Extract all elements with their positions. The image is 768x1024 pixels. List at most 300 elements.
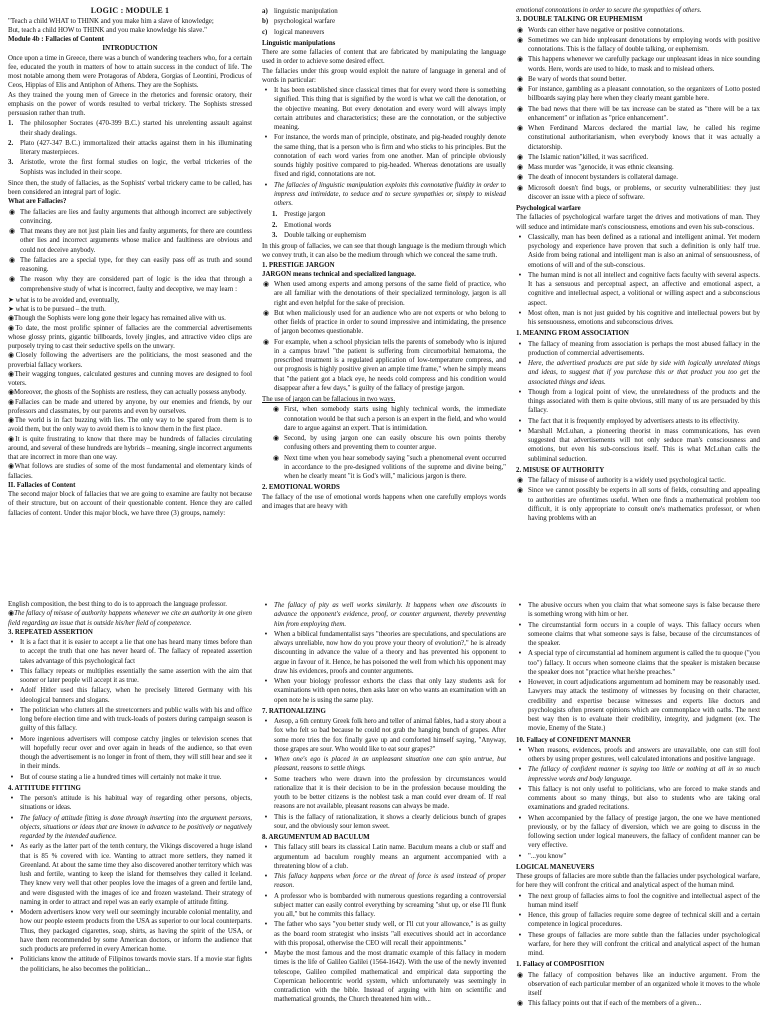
bullet-icon: • [264, 892, 268, 900]
double-talking-text: Sometimes we can hide unpleasant denotations by employing words with positive connotations. This is the fallacy of double talking, or euphemism. [528, 36, 760, 53]
logical-bullet [516, 911, 760, 930]
confident-manner-heading: 10. Fallacy of CONFIDENT MANNER [516, 736, 631, 744]
fallacy-bullet-item [8, 275, 252, 294]
bullet-icon: • [518, 309, 522, 317]
jargon-ways-list [272, 405, 506, 481]
authority-bullet-text: The fallacy of misuse of authority is a widely used psychological tactic. [528, 477, 726, 484]
extra-paragraph [8, 398, 252, 417]
intro-paragraph-2: As they trained the young men of Greece in the rhetorics and forensic oratory, their emphasis on the power of words resulted to verbal trickery. The Sophists stressed persuasion rather than truth. [8, 91, 252, 118]
association-bullet [516, 388, 760, 416]
association-bullet [516, 427, 760, 464]
sophists-list-item [8, 139, 252, 158]
psychological-bullet [516, 271, 760, 308]
confident-bullet-text: This fallacy is not only useful to politicians, who are forced to make stands and comments about so many things, but also to students who are taking oral examinations and graded recitations. [528, 785, 760, 812]
jargon-way-item [272, 405, 506, 433]
repeated-bullet [8, 638, 252, 666]
bullet-icon: ◉ [516, 75, 523, 83]
list-number: 2. [8, 139, 14, 147]
double-talking-bullet [516, 75, 760, 84]
arrow-text: what is to be pursued – the truth. [15, 306, 106, 314]
ad-baculum-bullet-text: This fallacy happens when force or the threat of force is used instead of proper reason. [274, 873, 506, 890]
bullet-icon: • [264, 87, 268, 94]
bullet-icon: • [518, 814, 522, 822]
numbered-item [272, 210, 506, 219]
repeated-bullet-text: The politician who clutters all the streetcorners and public walls with his and office long before election time and with truck-loads of posters during campaign season is guilty of this fallacy. [20, 706, 252, 733]
bullet-icon: • [10, 667, 14, 675]
extra-paragraph [8, 462, 252, 481]
composition-bullet-text: This fallacy points out that if each of the members of a given... [528, 1000, 702, 1008]
linguistic-numbered-list [272, 210, 506, 240]
group-text: logical maneuvers [274, 28, 325, 36]
ad-baculum-bullet-text: This fallacy still bears its classical Latin name. Baculum means a club or staff and argumentum ad baculum roughly means an argument accompanied with a threatening blow of a club. [274, 844, 506, 870]
bullet-icon: • [264, 678, 268, 685]
rationalizing-heading: 7. RATIONALIZING [262, 707, 326, 715]
rationalizing-bullet [262, 755, 506, 774]
bullet-icon: • [264, 950, 268, 957]
bullet-icon: ◉ [516, 174, 523, 182]
psychological-bullet [516, 233, 760, 270]
attitude-bullet [8, 794, 252, 813]
double-talking-bullet [516, 105, 760, 124]
misuse-authority-heading: 2. MISUSE OF AUTHORITY [516, 466, 605, 474]
rationalizing-bullet-text: Some teachers who were drawn into the profession by circumstances would rationalize that it is their decision to be in the profession because moulding the youth to be better citizens is the noblest task a man could ever dream of. If real reasons are not available, pleasant reasons can always be made. [274, 775, 506, 811]
prestige-bullet-text: When used among experts and among persons of the same field of practice, who are all familiar with the denotations of their specialized terminology, jargon is all right and even helpful for the sake of precision. [274, 281, 506, 307]
numbered-item [272, 231, 506, 240]
repeated-bullet [8, 667, 252, 686]
double-talking-text: Words can either have negative or positive connotations. [528, 26, 684, 34]
bullet-icon: • [264, 873, 268, 880]
extra-paragraph [8, 324, 252, 352]
linguistic-bullet [262, 86, 506, 132]
double-talking-text: Be wary of words that sound better. [528, 75, 627, 83]
ad-baculum-bullet [262, 920, 506, 948]
logical-bullet [516, 892, 760, 911]
list-number: 1. [8, 120, 14, 128]
association-bullet-text: Marshall McLuhan, a pioneering theorist in mass communications, has even suggested that advertisements will not only seduce man's consciousness and emotions, but even his sub-conscious itself. This is what McLuhan calls the subliminal seduction. [528, 427, 760, 463]
ad-baculum-bullet [262, 892, 506, 920]
bullet-icon: • [264, 844, 268, 852]
prestige-bullet [262, 280, 506, 308]
right-bottom-bullet [516, 601, 760, 620]
repeated-bullet [8, 773, 252, 782]
repeated-bullet-text: Adolf Hitler used this fallacy, when he precisely littered Germany with his ideological banners and slogans. [20, 687, 252, 704]
bullet-icon: • [264, 775, 268, 783]
emotional-words-heading: 2. EMOTIONAL WORDS [262, 484, 340, 492]
fallacy-bullet-item [8, 227, 252, 255]
bullet-icon: ◉ [516, 105, 523, 113]
jargon-way-text: First, when somebody starts using highly technical words, the immediate connotation would be that such a person is an expert in the field, and who would dare to argue against an expert. That is intimidation. [284, 406, 506, 432]
authority-bullet [516, 486, 760, 523]
bullet-icon: • [10, 795, 14, 802]
ad-baculum-heading: 8. ARGUMENTUM AD BACULUM [262, 834, 370, 841]
bullet-icon: ◉ [516, 125, 523, 132]
bullet-icon: ◉ [8, 315, 15, 323]
repeated-bullet [8, 735, 252, 772]
bullet-icon: • [264, 630, 268, 638]
bullet-icon: ◉ [272, 406, 279, 414]
logical-bullet [516, 931, 760, 959]
double-talking-text: Microsoft doesn't find bugs, or problems, or security vulnerabilities: they just discover an issue with a piece of software. [528, 184, 760, 201]
extra-paragraph-text: It is quite frustrating to know that there may be hundreds of fallacies circulating around, and several of these hundreds are hybrids – meaning, single incorrect arguments that are incorrect in more than one way. [8, 435, 252, 462]
group-text: psychological warfare [274, 18, 336, 26]
bullet-icon: ◉ [8, 389, 15, 397]
repeated-bullet [8, 706, 252, 734]
confident-bullet-text: "...you know" [528, 852, 567, 860]
association-bullet-text: Here, the advertised products are put side by side with logically unrelated things and ideas, to suggest that if you purchase this or that product you too get the associated things and ideas. [528, 360, 760, 386]
double-talking-bullet [516, 55, 760, 74]
rationalizing-bullet [262, 775, 506, 812]
right-bottom-bullet [516, 678, 760, 734]
top-middle-column [262, 6, 506, 592]
bullet-icon: • [518, 388, 522, 396]
prestige-bullet-text: For example, when a school physician tells the parents of somebody who is injured in a campus brawl "the patient is suffering from circumorbital hematoma, the prescribed treatment is a regulated application of low-temperature compress, and our prognosis is highly positive given an ample time frame," when he simply means that "the patient got a black eye, he needs cold compress and his condition would disappear after a few days," is guilty of the fallacy of prestige jargon. [274, 338, 506, 392]
jargon-way-item [272, 434, 506, 453]
bullet-icon: • [518, 360, 522, 367]
double-talking-bullet [516, 85, 760, 104]
fallacy-bullet-item [8, 208, 252, 227]
psychological-warfare-heading: Psychological warfare [516, 205, 581, 212]
bullet-icon: ◉ [8, 276, 15, 284]
attitude-bullet [8, 842, 252, 907]
association-bullet-text: The fallacy of meaning from association is perhaps the most abused fallacy in the production of commercial advertisements. [528, 340, 760, 357]
group-text: linguistic manipulation [274, 8, 338, 15]
middle-bottom-bullet-text: The fallacy of pity as well works similarly. It happens when one discounts in advance the opponent's evidence, proof, or counter argument, thereby preventing him from employing them. [274, 602, 506, 628]
groups-list [262, 7, 506, 37]
rationalizing-bullet [262, 813, 506, 832]
linguistic-bullet-text: It has been established since classical times that for every word there is something signified. This thing that is signified by the word is what we call the denotation, or the objective meaning. But every denotation and every word will always imply certain attributes and characteristics; these are the connotation, or the subjective meaning. [274, 87, 506, 131]
extra-paragraph [8, 370, 252, 389]
attitude-bullet [8, 908, 252, 954]
confident-bullet [516, 785, 760, 813]
top-right-column [516, 6, 760, 592]
group-marker: c) [262, 28, 268, 36]
bullet-icon: • [264, 813, 268, 821]
linguistic-paragraph-1: There are some fallacies of content that are fabricated by manipulating the language used in order to achieve some desired effect. [262, 49, 506, 66]
bullet-icon: • [10, 706, 14, 714]
bullet-icon: • [518, 621, 522, 629]
confident-bullet [516, 746, 760, 765]
composition-bullet [516, 999, 760, 1008]
rationalizing-bullet-text: When one's ego is placed in an unpleasant situation one can spin untrue, but pleasant, reasons to settle things. [274, 756, 506, 773]
double-talking-bullet [516, 184, 760, 203]
group-item [262, 17, 506, 26]
extra-paragraphs [8, 314, 252, 481]
double-talking-text: When Ferdinand Marcos declared the martial law, he called his regime constitutional authoritarianism, when everybody knows that it was actually a dictatorship. [528, 125, 760, 151]
bullet-icon: ◉ [516, 164, 523, 171]
rationalizing-bullet [262, 717, 506, 754]
bullet-icon: ◉ [8, 352, 16, 360]
logical-bullet-text: Hence, this group of fallacies require some degree of technical skill and a certain competence in logical procedures. [528, 912, 760, 929]
item-number: 1. [272, 211, 278, 219]
bullet-icon: • [518, 233, 522, 241]
bullet-icon: • [10, 909, 14, 916]
ad-baculum-bullets [262, 843, 506, 1004]
bullet-icon: • [10, 735, 14, 743]
rationalizing-bullet-text: Aesop, a 6th century Greek folk hero and teller of animal fables, had a story about a fox who felt so bad because he could not grab the hanging bunch of grapes. After some more tries the fox finally gave up and comforted himself saying, "Anyway, those grapes are sour. Who would like to eat sour grapes?" [274, 718, 506, 753]
attitude-fitting-heading: 4. ATTITUDE FITTING [8, 784, 81, 792]
psychological-bullet-text: The human mind is not all intellect and cognitive facts faculty with several aspects. It has a sensuous and perceptual aspect, an affective and emotional aspect, a cognitive and intellectual aspect, a volitional or willing aspect and a subconscious aspect. [528, 271, 760, 307]
logical-bullets [516, 892, 760, 959]
logical-maneuvers-heading: LOGICAL MANEUVERS [516, 863, 595, 871]
bullet-icon: ◉ [8, 435, 16, 443]
opening-quote-line-1: "Teach a child WHAT to THINK and you make him a slave of knowledge; [8, 17, 214, 25]
numbered-text: Prestige jargon [284, 211, 326, 219]
bullet-icon: ◉ [272, 454, 279, 462]
bullet-icon: ◉ [8, 463, 15, 471]
top-columns [8, 6, 760, 592]
bullet-icon: • [518, 892, 522, 900]
logical-bullet-text: These groups of fallacies are more subtle than the fallacies under psychological warfare, for here they will confront the critical and analytical aspect of the human mind. [528, 931, 760, 957]
logical-bullet-text: The next group of fallacies aims to fool the cognitive and intellectual aspect of the human mind itself [528, 892, 760, 909]
bullet-icon: • [10, 814, 14, 822]
ad-baculum-bullet [262, 872, 506, 891]
bullet-icon: ◉ [516, 86, 523, 93]
item-number: 3. [272, 231, 278, 239]
authority-bullets [516, 476, 760, 523]
linguistic-manipulations-heading: Linguistic manipulations [262, 39, 336, 47]
bullet-icon: ◉ [8, 228, 15, 236]
middle-bottom-bullet-text: When your biology professor exhorts the class that only lazy students ask for examinations with open notes, then asks later on who wants an examination with an open note he is using the same play. [274, 678, 506, 704]
extra-paragraph [8, 351, 252, 370]
right-bottom-bullet [516, 621, 760, 649]
prestige-bullet-text: But when maliciously used for an audience who are not experts or who belong to other fields of practice in order to sound impressive and intimidating, the presence of jargon becomes questionable. [274, 309, 506, 336]
sophists-list [8, 119, 252, 177]
arrow-item: ➤ what is to be avoided and, eventually, [8, 296, 120, 304]
double-talking-text: For instance, gambling as a pleasant connotation, so the organizers of Lotto posted billboards saying play here when they clearly meant gamble here. [528, 86, 760, 103]
bullet-icon: • [518, 785, 522, 793]
double-talking-bullet [516, 124, 760, 152]
linguistic-bullet-text: The fallacies of linguistic manipulation exploits this connotative fluidity in order to impress and intimidate, to seduce and to secure sympathies or, simply to mislead others. [274, 181, 506, 207]
association-bullets [516, 340, 760, 464]
attitude-bullet-text: The fallacy of attitude fitting is done through inserting into the argument persons, objects, situations or ideas that are known in advance to be positively or negatively regarded by the intended audience. [20, 814, 252, 840]
module-title: LOGIC : MODULE 1 [90, 6, 170, 15]
meaning-from-association-heading: 1. MEANING FROM ASSOCIATION [516, 330, 629, 338]
confident-bullet [516, 852, 760, 861]
bullet-icon: • [518, 271, 522, 279]
right-bottom-bullet [516, 649, 760, 677]
attitude-bullet [8, 955, 252, 974]
since-paragraph: Since then, the study of fallacies, as the Sophists' verbal trickery came to be called, has been considered an integral part of logic. [8, 179, 252, 197]
attitude-bullet-text: Politicians know the attitude of Filipinos towards movie stars. If a movie star fights the politicians, he also becomes the politician... [20, 956, 252, 973]
intro-paragraph-1: Once upon a time in Greece, there was a bunch of wandering teachers who, for a certain fee, educated the youth in matters of how to attain success in the conduct of life. The most notable among them were Protagoras of Abdera, Gorgias of Leontini, Prodicus of Ceos, Hippias of Elis and Antiphon of Athens. They are the Sophists. [8, 54, 252, 90]
module-subtitle: Module 4b : Fallacies of Content [8, 36, 104, 44]
bullet-icon: ◉ [516, 971, 523, 979]
bullet-icon: ◉ [8, 256, 15, 264]
bullet-icon: • [264, 756, 268, 763]
repeated-bullet-text: This fallacy repeats or multiplies essentially the same assertion with the aim that sooner or later people will accept it as true. [20, 667, 252, 684]
confident-bullet [516, 814, 760, 851]
linguistic-paragraph-2: The fallacies under this group would exploit the nature of language in general and of words in particular: [262, 67, 506, 84]
extra-paragraph [8, 388, 252, 397]
extra-paragraph-text: To date, the most prolific spinner of fallacies are the commercial advertisements whose glossy prints, gigantic billboards, lovely jingles, and attractive video clips are purposely trying to cast their seductive spells on the unwary. [8, 324, 252, 351]
double-talking-bullet [516, 173, 760, 182]
bullet-icon: ◉ [8, 324, 16, 332]
attitude-bullet-text: Modern advertisers know very well our seemingly incurable colonial mentality, and how our people esteem products from the USA as superior to our local counterparts. Thus, they packaged cigarettes, soap, shirts, as having the spirit of the USA, or have them recommended by some American doctors, or inform the audience that such products are preferred in every American home. [20, 909, 252, 953]
double-talking-text: The death of innocent bystanders is collateral damage. [528, 174, 679, 182]
repeated-bullets [8, 638, 252, 782]
right-bottom-bullet-text: The circumstantial form occurs in a couple of ways. This fallacy occurs when someone claims that what someone says is false, because of the circumstances of the speaker. [528, 621, 760, 647]
attitude-bullet-text: The person's attitude is his habitual way of regarding other persons, objects, situations or ideas. [20, 795, 252, 812]
double-talking-text: This happens whenever we carefully package our unpleasant ideas in nice sounding words. Here, words are used to hide, to mask and to mislead others. [528, 56, 760, 73]
logical-maneuvers-paragraph: These groups of fallacies are more subtle than the fallacies under psychological warfare, for here they will confront the critical and analytical aspect of the human mind. [516, 873, 760, 890]
confident-bullets [516, 746, 760, 861]
right-bottom-bullet-text: The abusive occurs when you claim that what someone says is false because there is something wrong with him or her. [528, 602, 760, 619]
jargon-ways-heading: The use of jargon can be fallacious in two ways. [262, 396, 396, 403]
extra-paragraph-text: What follows are studies of some of the most fundamental and elementary kinds of fallacies. [8, 463, 252, 480]
group-paragraph: In this group of fallacies, we can see that though language is the medium through which we convey truth, it can also be the medium through which we conceal the same truth. [262, 243, 506, 260]
psychological-bullet-text: Classically, man has been defined as a rational and intelligent animal. Yet modern psychology and experience have proven that such a definition is only half true. Aside from being rational and intelligent man is also an animal of sensuousness, of emotions of will and of the sub-conscious. [528, 233, 760, 269]
bullet-icon: ◉ [516, 36, 523, 44]
prestige-jargon-definition: JARGON means technical and specialized language. [262, 270, 416, 278]
association-bullet-text: The fact that it is frequently employed by advertisers attests to its effectivity. [528, 417, 740, 425]
numbered-text: Emotional words [284, 221, 332, 229]
bullet-icon: • [518, 931, 522, 939]
bullet-icon: • [264, 921, 268, 929]
bottom-left-column [8, 600, 252, 1020]
linguistic-bullet-text: For instance, the words man of principle, obstinate, and pig-headed roughly denote the same thing, that is a person who is firm and who sticks to his principles. But the connotation of each word varies from one another. Man of principle obviously sounds highly positive compared to pig-headed. Whereas denotations are usually fixed and rigid, connotations are not. [274, 134, 506, 179]
right-bottom-bullets [516, 601, 760, 734]
bottom-right-column [516, 600, 760, 1020]
psychological-bullet-text: Most often, man is not just guided by his cognitive and intellectual powers but by his sensuousness, emotions and subconscious drives. [528, 309, 760, 326]
association-bullet [516, 417, 760, 426]
repeated-bullet-text: It is a fact that it is easier to accept a lie that one has heard many times before than to accept the truth that one has never heard of. The fallacy of repeated assertion takes advantage of this psychological fact [20, 639, 252, 665]
psychological-bullet [516, 309, 760, 328]
bullet-icon: ◉ [516, 56, 523, 64]
bullet-icon: • [264, 718, 268, 725]
bullet-icon: • [10, 843, 14, 851]
ad-baculum-bullet-text: A professor who is bombarded with numerous questions regarding a controversial subject matter can easily control everything by screaming "shut up, or else I'll flunk you all," but he commits this fallacy. [274, 892, 506, 918]
linguistic-bullet [262, 133, 506, 179]
bullet-text: The fallacies are lies and faulty arguments that although incorrect are subjectively convincing. [20, 208, 252, 225]
composition-heading: 1. Fallacy of COMPOSITION [516, 961, 605, 969]
group-item [262, 7, 506, 16]
bullet-icon: • [518, 766, 522, 774]
bullet-icon: ◉ [516, 477, 523, 484]
bullet-icon: • [264, 181, 268, 189]
item-number: 2. [272, 221, 278, 229]
bullet-text: That means they are not just plain lies and faulty arguments, for there are countless other lies and incorrect arguments whose malice and faultiness are obvious and could not deceive anybody. [20, 228, 252, 254]
middle-bottom-bullets [262, 601, 506, 705]
bullet-icon: • [10, 639, 14, 646]
double-talking-bullets [516, 26, 760, 203]
bullet-icon: ◉ [516, 153, 523, 161]
bullet-icon: • [518, 912, 522, 919]
middle-bottom-bullet [262, 601, 506, 629]
jargon-way-text: Next time when you hear somebody saying "such a phenomenal event occurred in accordance to the pre-designed volitions of the supreme and divine being," when he clearly meant "it is God's will," malicious jargon is there. [284, 454, 506, 480]
middle-bottom-bullet [262, 677, 506, 705]
bullet-icon: • [518, 650, 522, 658]
jargon-way-item [272, 454, 506, 482]
psychological-paragraph: The fallacies of psychological warfare target the drives and motivations of man. They will seduce and intimidate man's consciousness, emotions and even his sub-conscious. [516, 214, 760, 231]
bullet-icon: ◉ [516, 26, 523, 34]
misuse-authority-bullet [8, 609, 252, 628]
fallacies-content-paragraph: The second major block of fallacies that we are going to examine are faulty not because of their structure, but on account of their questionable content. Hence they are called fallacies of content. Under this major block, we have three (3) groups, namely: [8, 491, 252, 517]
bullet-icon: • [518, 340, 522, 348]
emotional-paragraph: The fallacy of the use of emotional words happens when one carefully employs words and images that are heavy with [262, 493, 506, 510]
extra-paragraph [8, 416, 252, 435]
fallacies-content-heading: II. Fallacies of Content [8, 481, 76, 489]
bullet-icon: • [264, 134, 268, 142]
bullet-icon: ◉ [262, 281, 269, 288]
right-bottom-bullet-text: A special type of circumstantial ad hominem argument is called the tu quoque ("you too") fallacy. It occurs when someone claims that the speaker is mistaken because the speaker does not "practice what he/she preaches." [528, 650, 760, 676]
attitude-bullet [8, 814, 252, 842]
double-talking-bullet [516, 153, 760, 162]
prestige-bullet [262, 309, 506, 337]
bullet-icon: • [264, 602, 268, 609]
right-bottom-bullet-text: However, in court adjudications argumentum ad hominem may be reasonably used. Lawyers may attack the testimony of witnesses by focusing on their character, credibility and expertise because witnesses and experts like doctors and psychologists often present opinions which are commonplace with oaths. The next best way then is to evaluate their credibility, integrity, and judgment (ex. The movie, Enemy of the State.) [528, 679, 760, 733]
authority-bullet [516, 476, 760, 485]
attitude-bullet-text: As early as the latter part of the tenth century, the Vikings discovered a huge island that is 85 % covered with ice. Wanting to attract more settlers, they named it Greenland. At about the same time they also discovered another territory which was lush and fertile, wanting to keep the island for themselves they called it Iceland. They knew very well that other peoples love the images of a green and fertile land, and were disgusted with the images of ice and frozen wasteland. Their strategy of naming in order to attract and repel was an early example of attitude fitting. [20, 843, 252, 906]
composition-bullet [516, 971, 760, 999]
confident-bullet-text: The fallacy of confident manner is saying too little or nothing at all in so much impressive words and body language. [528, 766, 760, 783]
double-talking-text: The Islamic nation"killed, it was sacrificed. [528, 153, 649, 161]
attitude-bullets [8, 794, 252, 974]
rationalizing-bullet-text: This is the fallacy of rationalization, it shows a clearly delicious bunch of grapes sour, and the obviously sour lemon sweet. [274, 813, 506, 830]
double-talking-bullet [516, 26, 760, 35]
bullet-icon: ◉ [262, 309, 269, 317]
misuse-authority-bullet-text: The fallacy of misuse of authority happens whenever we cite an authority in one given field regarding an issue that is outside his/her field of competence. [8, 610, 252, 627]
prestige-bullet [262, 338, 506, 394]
list-item-text: Plato (427-347 B.C.) immortalized their attacks against them in his illuminating literary masterpieces. [20, 139, 252, 157]
confident-bullet-text: When reasons, evidences, proofs and answers are unavailable, one can still fool others by using proper gestures, well calculated intonations and positive language. [528, 746, 760, 763]
bullet-text: The fallacies are a special type, for they can easily pass off as truth and sound reasoning. [20, 256, 252, 274]
repeated-bullet-text: But of course stating a lie a hundred times will certainly not make it true. [20, 773, 222, 781]
bullet-icon: ◉ [8, 417, 15, 425]
bullet-icon: ◉ [262, 338, 269, 346]
association-bullet [516, 359, 760, 387]
extra-paragraph-text: Fallacies can be made and uttered by anyone, by our enemies and friends, by our professors and classmates, by our parents and even by ourselves. [8, 398, 252, 415]
rationalizing-bullets [262, 717, 506, 831]
double-talking-heading: 3. DOUBLE TALKING OR EUPHEMISM [516, 16, 643, 24]
prestige-jargon-bullets [262, 280, 506, 393]
arrow-item: ➤ what is to be pursued – the truth. [8, 306, 106, 314]
bullet-text: The reason why they are considered part of logic is the idea that through a comprehensive study of what is incorrect, faulty and deceptive, we may learn : [20, 276, 252, 293]
extra-paragraph-text: Closely following the advertisers are the politicians, the most seasoned and the proverbial fallacy workers. [8, 352, 252, 369]
top-left-column [8, 6, 252, 592]
extra-paragraph-text: Their wagging tongues, calculated gestures and cunning moves are designed to fool voters. [8, 370, 252, 388]
ad-baculum-bullet [262, 949, 506, 1005]
bullet-icon: ◉ [8, 398, 16, 406]
repeated-bullet [8, 686, 252, 705]
fallacy-bullet-list [8, 208, 252, 294]
bullet-icon: • [518, 852, 522, 860]
prestige-jargon-heading: 1. PRESTIGE JARGON [262, 261, 335, 269]
bullet-icon: • [518, 602, 522, 609]
arrow-text: what is to be avoided and, eventually, [15, 296, 120, 304]
linguistic-bullet [262, 181, 506, 209]
bullet-icon: ◉ [8, 208, 15, 216]
ad-baculum-bullet-text: The father who says "you better study well, or I'll cut your allowance," is as guilty as the board room strategist who insists "all executives should act in accordance with this proposal, otherwise the CEO will recall their appointments." [274, 921, 506, 947]
list-item-text: The philosopher Socrates (470-399 B.C.) started his unrelenting assault against their shady dealings. [20, 120, 252, 137]
bullet-icon: • [10, 687, 14, 695]
double-talking-bullet [516, 163, 760, 172]
bullet-icon: • [518, 427, 522, 435]
double-talking-text: Mass murder was "genocide, it was ethnic cleansing. [528, 164, 674, 171]
linguistic-bullets [262, 86, 506, 208]
confident-bullet [516, 765, 760, 784]
repeated-bullet-text: More ingenious advertisers will compose catchy jingles or television scenes that will hopefully recur over and over again in heads of the audience, so that even though the advertisement is no longer in front of them, they will still hear and see it in their minds. [20, 735, 252, 771]
jargon-way-text: Second, by using jargon one can easily obscure his own points thereby confusing others and preventing them to counter argue. [284, 435, 506, 452]
composition-bullets [516, 971, 760, 1009]
fallacy-bullet-item [8, 256, 252, 275]
extra-paragraph-text: Moreover, the ghosts of the Sophists are restless, they can actually possess anybody. [14, 389, 247, 397]
repeated-assertion-heading: 3. REPEATED ASSERTION [8, 628, 93, 636]
bullet-icon: • [10, 773, 14, 781]
numbered-text: Double talking or euphemism [284, 231, 367, 239]
bullet-icon: • [518, 679, 522, 686]
group-item [262, 28, 506, 37]
list-item-text: Aristotle, wrote the first formal studies on logic, the verbal trickeries of the Sophists was included in their scope. [20, 159, 252, 176]
